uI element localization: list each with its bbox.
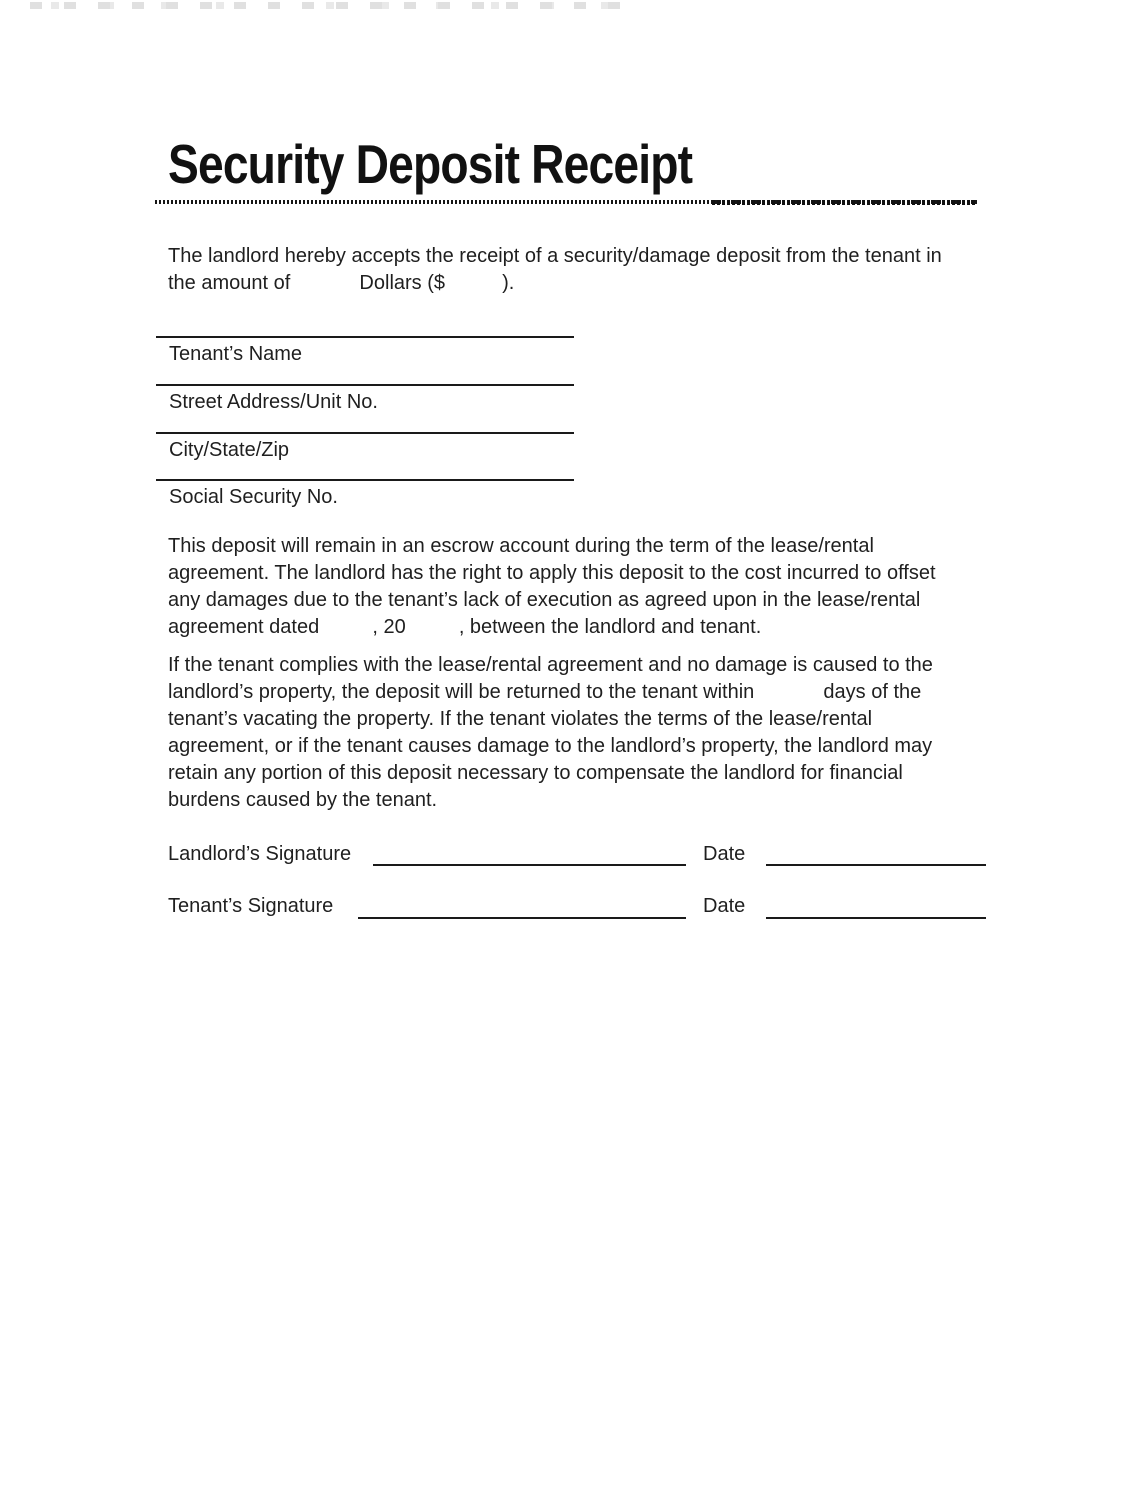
field-tenant-name — [156, 336, 574, 366]
tenant-signature-line — [358, 899, 686, 919]
paragraph-text: tenant’s vacating the property. If the tenant violates the terms of the lease/rental — [168, 708, 873, 730]
field-label: Street Address/Unit No. — [169, 391, 378, 413]
tenant-date-line — [766, 899, 986, 919]
fill-in-blank — [296, 288, 354, 289]
landlord-signature-line — [373, 846, 686, 866]
paragraph-text: Dollars ($ — [353, 272, 451, 294]
field-label: City/State/Zip — [169, 439, 290, 461]
landlord-date-line — [766, 846, 986, 866]
paragraph-text: any damages due to the tenant’s lack of execution as agreed upon in the lease/rental — [168, 589, 921, 611]
scan-artifact-top — [30, 2, 630, 9]
tenant-signature-label: Tenant’s Signature — [168, 895, 334, 917]
field-city-state-zip — [156, 432, 574, 462]
field-social-security — [156, 479, 574, 509]
fill-in-blank — [325, 632, 367, 633]
paragraph-text: burdens caused by the tenant. — [168, 789, 438, 811]
paragraph-text: landlord’s property, the deposit will be returned to the tenant within — [168, 681, 760, 703]
paragraph-text: ). — [496, 272, 515, 294]
title-dotted-underline — [155, 200, 977, 204]
paragraph-text: , 20 — [366, 616, 412, 638]
paragraph-text: agreement, or if the tenant causes damage to the landlord’s property, the landlord may — [168, 735, 933, 757]
page-title: Security Deposit Receipt — [168, 133, 693, 195]
paragraph-text: This deposit will remain in an escrow account during the term of the lease/rental — [168, 535, 874, 557]
fill-in-blank — [411, 632, 453, 633]
paragraph-text: agreement dated — [168, 616, 325, 638]
field-label: Tenant’s Name — [169, 343, 303, 365]
paragraph-text: If the tenant complies with the lease/rental agreement and no damage is caused to the — [168, 654, 933, 676]
return-terms-paragraph — [168, 652, 998, 814]
paragraph-text: days of the — [817, 681, 922, 703]
intro-paragraph — [168, 243, 998, 297]
paragraph-text: the amount of — [168, 272, 296, 294]
escrow-paragraph — [168, 533, 998, 641]
fill-in-blank — [451, 288, 497, 289]
date-label: Date — [703, 843, 746, 865]
paragraph-text: retain any portion of this deposit necessary to compensate the landlord for financial — [168, 762, 903, 784]
landlord-signature-label: Landlord’s Signature — [168, 843, 352, 865]
date-label: Date — [703, 895, 746, 917]
paragraph-text: , between the landlord and tenant. — [453, 616, 762, 638]
fill-in-blank — [760, 697, 818, 698]
field-label: Social Security No. — [169, 486, 338, 508]
paragraph-text: agreement. The landlord has the right to apply this deposit to the cost incurred to offset — [168, 562, 936, 584]
field-street-address — [156, 384, 574, 414]
paragraph-text: The landlord hereby accepts the receipt of a security/damage deposit from the tenant in — [168, 245, 942, 267]
